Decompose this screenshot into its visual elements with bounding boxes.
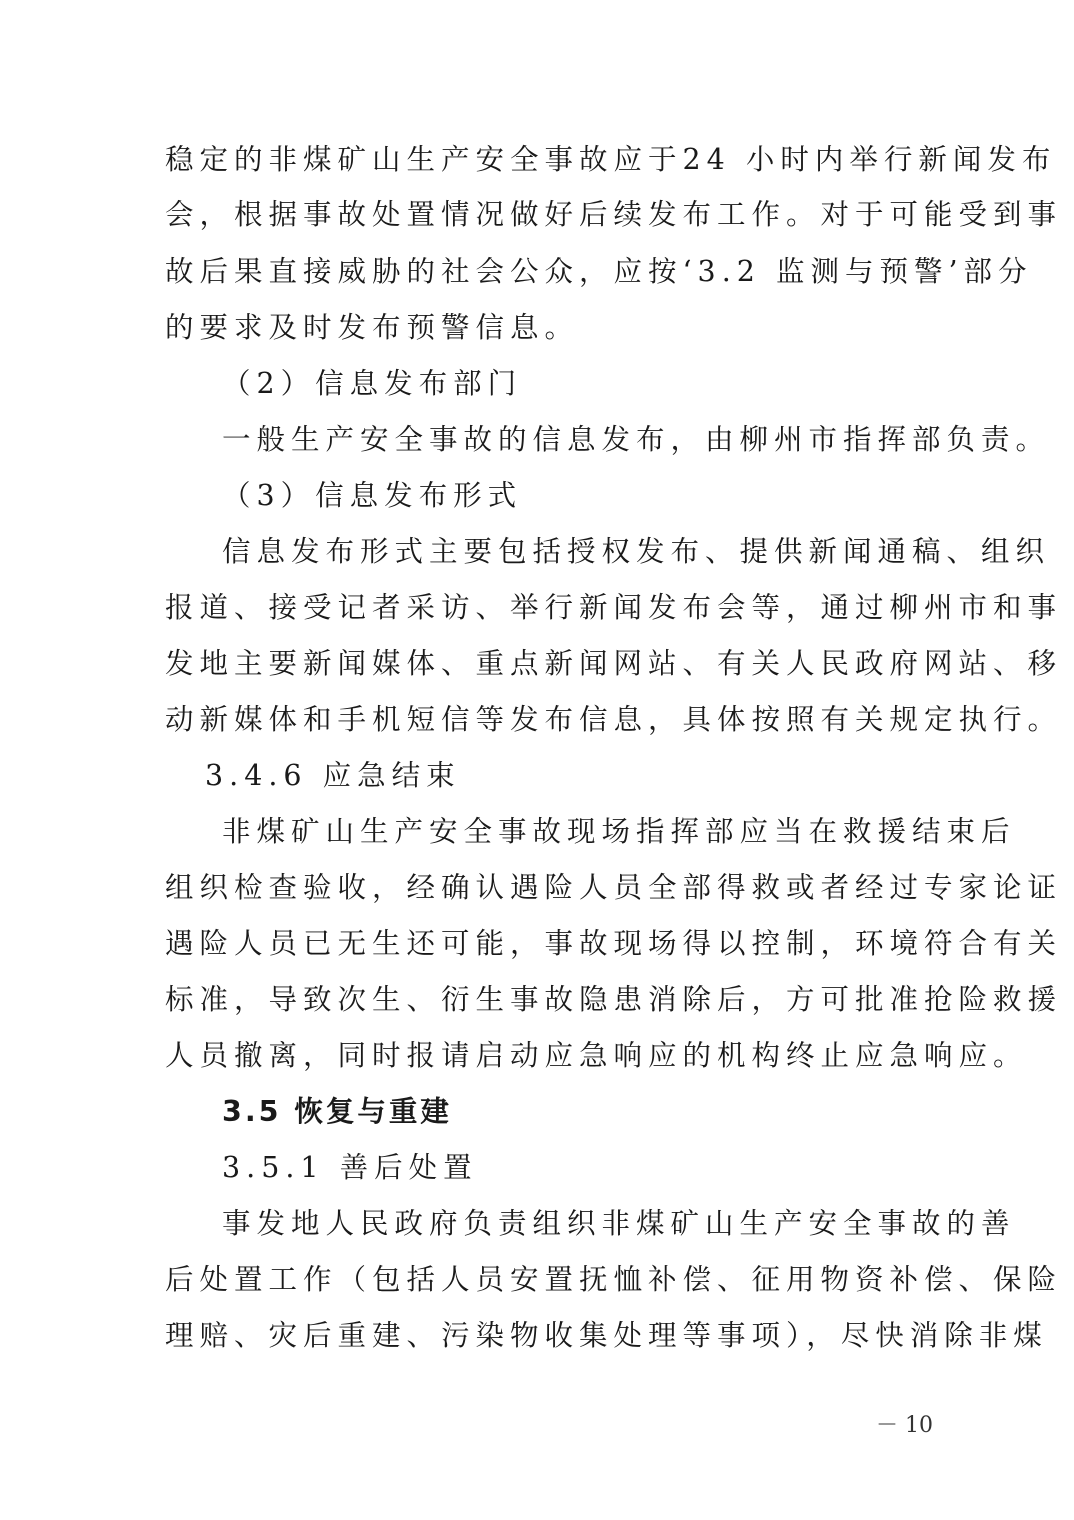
- paragraph-line: 标准，导致次生、衍生事故隐患消除后，方可批准抢险救援: [165, 983, 1063, 1016]
- paragraph-line: 后处置工作（包括人员安置抚恤补偿、征用物资补偿、保险: [165, 1263, 1063, 1296]
- paragraph-line: 一般生产安全事故的信息发布，由柳州市指挥部负责。: [222, 423, 1051, 456]
- paragraph-line: 事发地人民政府负责组织非煤矿山生产安全事故的善: [222, 1207, 1016, 1240]
- paragraph-line: 会，根据事故处置情况做好后续发布工作。对于可能受到事: [165, 198, 1063, 231]
- paragraph-line: 动新媒体和手机短信等发布信息，具体按照有关规定执行。: [165, 703, 1063, 736]
- paragraph-line: 的要求及时发布预警信息。: [165, 311, 580, 344]
- subheading-info-department: （2）信息发布部门: [222, 367, 523, 400]
- paragraph-line: 组织检查验收，经确认遇险人员全部得救或者经过专家论证: [165, 871, 1063, 904]
- paragraph-line: 稳定的非煤矿山生产安全事故应于24 小时内举行新闻发布: [165, 143, 1057, 176]
- section-heading-3-5-1: 3.5.1 善后处置: [222, 1151, 478, 1184]
- paragraph-line: 人员撤离，同时报请启动应急响应的机构终止应急响应。: [165, 1039, 1028, 1072]
- section-heading-3-5: 3.5 恢复与重建: [222, 1095, 452, 1128]
- paragraph-line: 遇险人员已无生还可能，事故现场得以控制，环境符合有关: [165, 927, 1063, 960]
- section-heading-3-4-6: 3.4.6 应急结束: [205, 759, 461, 792]
- paragraph-line: 信息发布形式主要包括授权发布、提供新闻通稿、组织: [222, 535, 1051, 568]
- paragraph-line: 发地主要新闻媒体、重点新闻网站、有关人民政府网站、移: [165, 647, 1063, 680]
- paragraph-line: 报道、接受记者采访、举行新闻发布会等，通过柳州市和事: [165, 591, 1063, 624]
- paragraph-line: 故后果直接威胁的社会公众，应按‘3.2 监测与预警’部分: [165, 255, 1033, 288]
- subheading-info-form: （3）信息发布形式: [222, 479, 523, 512]
- paragraph-line: 非煤矿山生产安全事故现场指挥部应当在救援结束后: [222, 815, 1016, 848]
- page-number: － 10: [876, 1413, 933, 1438]
- paragraph-line: 理赔、灾后重建、污染物收集处理等事项），尽快消除非煤: [165, 1319, 1048, 1352]
